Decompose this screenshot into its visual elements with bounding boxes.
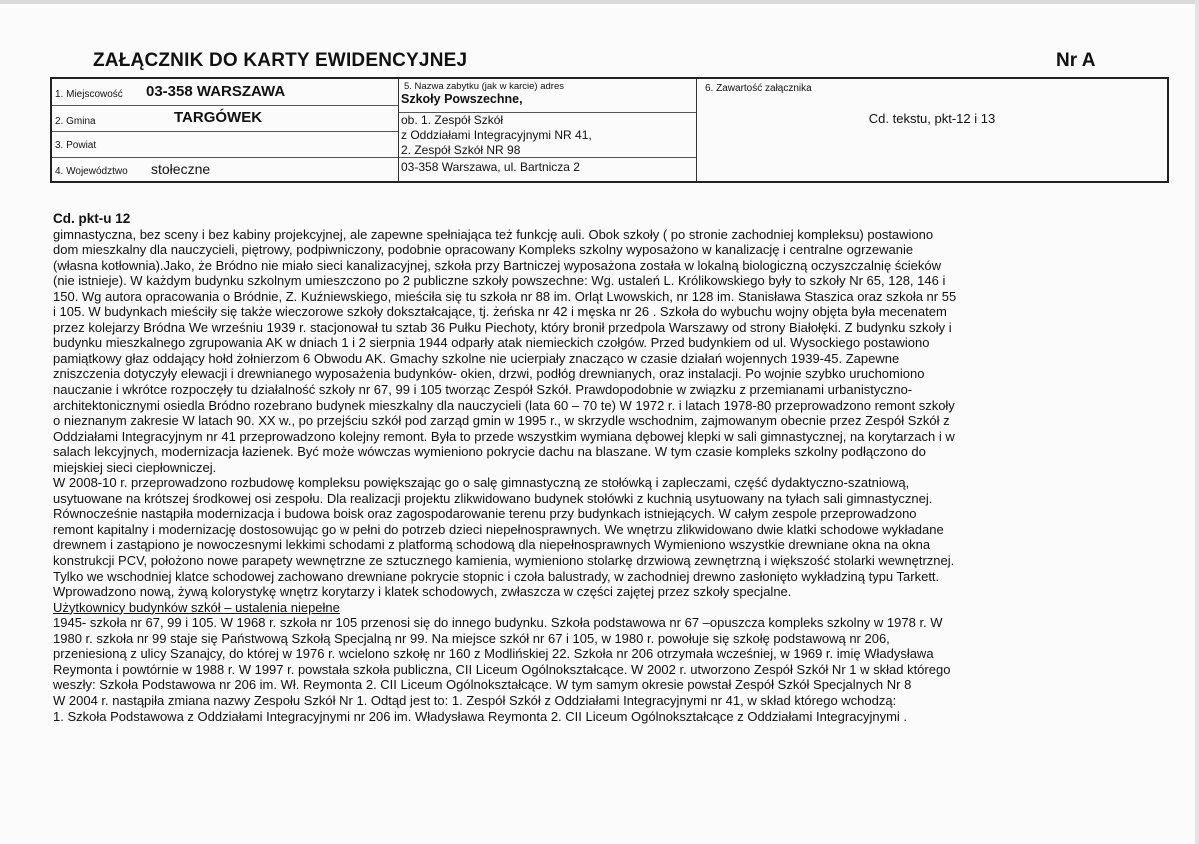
text-line: W 2004 r. nastąpiła zmiana nazwy Zespołu Szkół Nr 1. Odtąd jest to: 1. Zespół Szkół z Oddziałami Integracyjnymi nr 41, w skład którego wchodzą: <box>53 692 897 708</box>
zabytek-line-3: 2. Zespół Szkół NR 98 <box>401 143 521 157</box>
text-line: Tylko we wschodniej klatce schodowej zachowano drewniane pokrycie stopnic i czoła balustrady, w zachodniej drewno zasłonięto wykładziną typu Tarkett. <box>53 568 940 584</box>
monument-column <box>399 79 697 181</box>
text-line: 150. Wg autora opracowania o Bródnie, Z. Kuźniewskiego, mieściła się tu szkoła nr 88 im. Orląt Lwowskich, nr 128 im. Stanisława Staszica oraz szkoła nr 55 <box>53 288 957 304</box>
text-line: weszły: Szkoła Podstawowa nr 206 im. Wł. Reymonta 2. CII Liceum Ogólnokształcące. W tym samym okresie powstał Zespół Szkół Specjalnych Nr 8 <box>53 677 912 693</box>
wojewodztwo-label: 4. Województwo <box>55 166 128 177</box>
text-line: 1980 r. szkoła nr 99 staje się Państwową Szkołą Specjalną nr 99. Na miejsce szkół nr 67 i 105, w 1980 r. powołuje się szkołę podstawową nr 206, <box>53 630 890 646</box>
text-line: nauczanie i wkrótce rozpoczęły tu działalność szkoły nr 67, 99 i 105 tworząc Zespół Szkół. Prawdopodobnie w związku z przemianami urbanistyczno- <box>53 382 913 398</box>
header-table <box>50 77 1169 183</box>
text-line: 1. Szkoła Podstawowa z Oddziałami Integracyjnymi nr 206 im. Władysława Reymonta 2. CII Liceum Ogólnokształcące z Oddziałami Integracyjnymi . <box>53 708 908 724</box>
scan-edge-right <box>1195 0 1199 844</box>
document-body <box>53 211 1169 724</box>
text-line: salach lekcyjnych, modernizacja łazienek. Być może wówczas wymieniono pokrycie dachu na blaszane. W tym czasie kompleks szkolny podłączono do <box>53 444 926 460</box>
gmina-row <box>52 105 398 132</box>
text-line: remont kapitalny i modernizację dostosowując go w pełni do potrzeb dzieci niepełnosprawnych. We wnętrzu zlikwidowano dwie klatki schodowe wykładane <box>53 521 944 537</box>
text-line: 1945- szkoła nr 67, 99 i 105. W 1968 r. szkoła nr 105 przenosi się do innego budynku. Szkoła podstawowa nr 67 –opuszcza kompleks szkolny w 1978 r. W <box>53 615 943 631</box>
text-line: gimnastyczna, bez sceny i bez kabiny projekcyjnej, ale zapewne spełniająca też funkcję auli. Obok szkoły ( po stronie zachodniej kompleksu) postawiono <box>53 226 934 242</box>
section-heading: Cd. pkt-u 12 <box>53 211 131 226</box>
text-line: Wprowadzono nową, żywą kolorystykę wnętrz korytarzy i klatek schodowych, zwłaszcza w części zajętej przez szkoły specjalne. <box>53 584 792 600</box>
gmina-value: TARGÓWEK <box>174 109 263 126</box>
miejscowosc-value: 03-358 WARSZAWA <box>146 83 286 100</box>
miejscowosc-label: 1. Miejscowość <box>55 89 123 100</box>
wojewodztwo-row <box>52 157 398 181</box>
text-line: pamiątkowy głaz oddający hołd żołnierzom 6 Obwodu AK. Gmachy szkolne nie ucierpiały znacząco w czasie działań wojennych 1939-45. Zapewne <box>53 350 900 366</box>
powiat-row <box>52 131 398 158</box>
zawartosc-label: 6. Zawartość załącznika <box>705 83 812 94</box>
users-subheading: Użytkownicy budynków szkół – ustalenia niepełne <box>53 599 340 615</box>
text-line: Równocześnie nastąpiła modernizacja i budowa boisk oraz zagospodarowanie terenu przy budynkach istniejących. W całym zespole przeprowadzono <box>53 506 917 522</box>
gmina-label: 2. Gmina <box>55 116 96 127</box>
scan-edge-top <box>0 0 1199 4</box>
text-line: Reymonta i powtórnie w 1988 r. W 1997 r. powstała szkoła publiczna, CII Liceum Ogólnokształcące. W 2002 r. utworzono Zespół Szkół Nr 1 w skład którego <box>53 661 951 677</box>
text-line: konstrukcji PCV, położono nowe parapety wewnętrzne ze sztucznego kamienia, wymieniono stolarkę drzwiową zewnętrzną i większość stolarki wewnętrznej. <box>53 553 955 569</box>
text-line: architektonicznymi osiedla Bródno rozebrano budynek mieszkalny dla nauczycieli (lata 60 – 70 te) W 1972 r. i latach 1978-80 przeprowadzono remont szkoły <box>53 397 955 413</box>
zawartosc-value: Cd. tekstu, pkt-12 i 13 <box>868 111 996 126</box>
zabytek-address: 03-358 Warszawa, ul. Bartnicza 2 <box>401 160 580 174</box>
text-line: Oddziałami Integracyjnym nr 41 przeprowadzono kolejny remont. Była to przede wszystkim wymiana dębowej klepki w sali gimnastycznej, na korytarzach i w <box>53 428 955 444</box>
text-line: budynku mieszkalnego zgrupowania AK w dniach 1 i 2 sierpnia 1944 odparły atak niemieckich czołgów. Przed budynkiem od ul. Wysockiego postawiono <box>53 335 930 351</box>
zabytek-label: 5. Nazwa zabytku (jak w karcie) adres <box>404 81 564 92</box>
text-line: miejskiej sieci ciepłowniczej. <box>53 459 217 475</box>
powiat-label: 3. Powiat <box>55 140 97 151</box>
body-text <box>53 227 1169 725</box>
document-title: ZAŁĄCZNIK DO KARTY EWIDENCYJNEJ <box>93 50 468 71</box>
wojewodztwo-value: stołeczne <box>151 161 211 177</box>
text-line: W 2008-10 r. przeprowadzono rozbudowę kompleksu powiększając go o salę gimnastyczną ze stołówką i zapleczami, część dydaktyczno-szatniową, <box>53 475 910 491</box>
miejscowosc-row <box>52 79 398 106</box>
text-line: dom mieszkalny dla nauczycieli, piętrowy, podpiwniczony, podobnie opracowany Kompleks szkolny wyposażono w kanalizację i centralne ogrzewanie <box>53 242 914 258</box>
zabytek-name: Szkoły Powszechne, <box>401 92 523 106</box>
zabytek-line-1: ob. 1. Zespół Szkół <box>401 113 504 127</box>
text-line: drewnem i zastąpiono je nowoczesnymi lekkimi schodami z platformą schodową dla niepełnosprawnych Wymieniono wszystkie drewniane okna na okna <box>53 537 931 553</box>
text-line: usytuowane na krótszej środkowej osi zespołu. Dla realizacji projektu zlikwidowano budynek stołówki z kuchnią usytuowany na tyłach sali gimnastycznej. <box>53 490 933 506</box>
location-column <box>52 79 399 181</box>
text-line: i 105. W budynkach mieściły się także wieczorowe szkoły dokształcające, tj. żeńska nr 42 i męska nr 26 . Szkoła do wybuchu wojny objęta była mecenatem <box>53 304 947 320</box>
text-line: (własna kotłownia).Jako, że Bródno nie miało sieci kanalizacyjnej, szkoła przy Bartniczej wyposażona została w lokalną biologiczną oczyszczalnię ścieków <box>53 257 942 273</box>
attachment-column <box>697 79 1167 181</box>
text-line: o nieznanym zakresie W latach 90. XX w., po przejściu szkół pod zarząd gmin w 1995 r., w skrzydle wschodnim, zajmowanym obecnie przez Zespół Szkół z <box>53 413 950 429</box>
text-line: zniszczenia dotyczyły elewacji i drewnianego wyposażenia budynków- okien, drzwi, podłóg drewnianych, oraz instalacji. Po wojnie szybko uruchomiono <box>53 366 925 382</box>
document-number: Nr A <box>1056 50 1096 71</box>
text-line: przeniesioną z ulicy Szanajcy, do której w 1976 r. wcielono szkołę nr 160 z Modlińskiej 22. Szkoła nr 206 otrzymała wcześniej, w 1969 r. imię Władysława <box>53 646 934 662</box>
text-line: przez kolejarzy Bródna We wrześniu 1939 r. stacjonował tu sztab 36 Pułku Piechoty, który bronił przedpola Warszawy od strony Białołęki. Z budynku szkoły i <box>53 319 952 335</box>
text-line: (nie istnieje). W każdym budynku szkolnym umieszczono po 2 publiczne szkoły powszechne: Wg. ustaleń L. Królikowskiego były to szkoły Nr 65, 128, 146 i <box>53 273 946 289</box>
zabytek-line-2: z Oddziałami Integracyjnymi NR 41, <box>401 128 592 142</box>
